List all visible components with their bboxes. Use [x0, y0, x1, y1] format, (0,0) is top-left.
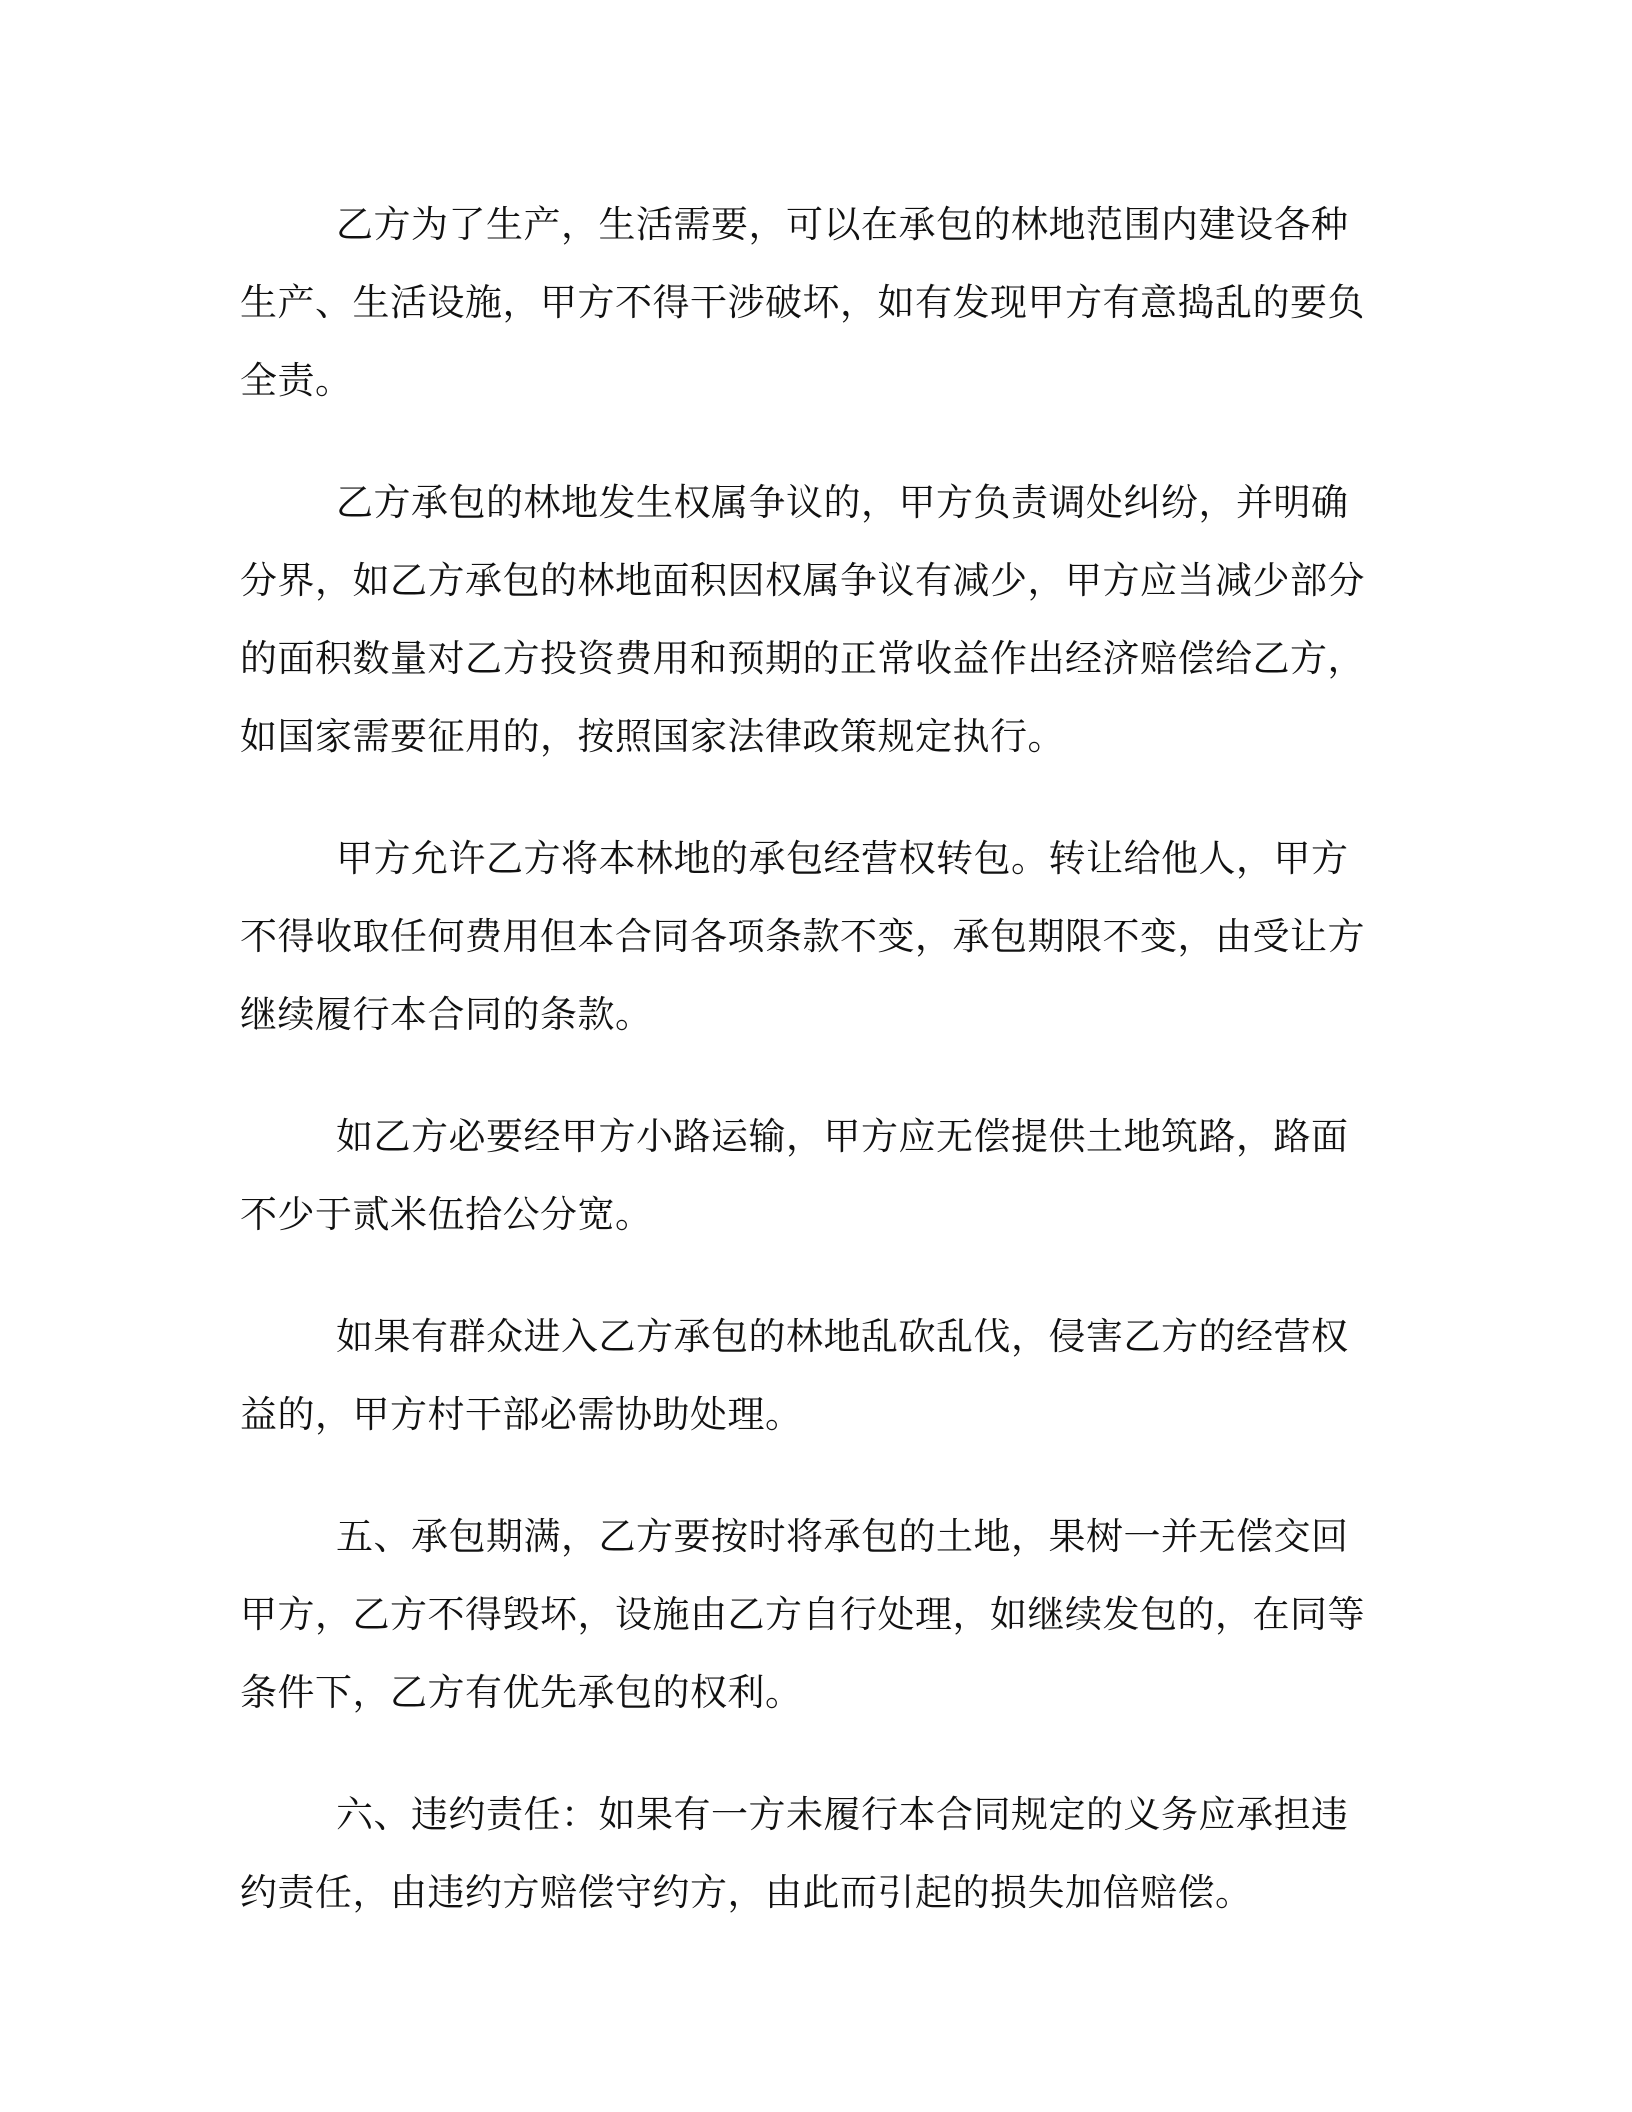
paragraph-construction-rights: 乙方为了生产，生活需要，可以在承包的林地范围内建设各种生产、生活设施，甲方不得干涉破坏，如有发现甲方有意捣乱的要负全责。 — [240, 203, 1365, 402]
paragraph-breach-liability: 六、违约责任：如果有一方未履行本合同规定的义务应承担违约责任，由违约方赔偿守约方，由此而引起的损失加倍赔偿。 — [240, 1793, 1349, 1914]
paragraph-contract-expiry: 五、承包期满，乙方要按时将承包的土地，果树一并无偿交回甲方，乙方不得毁坏，设施由乙方自行处理，如继续发包的，在同等条件下，乙方有优先承包的权利。 — [240, 1515, 1365, 1714]
document-body — [240, 186, 1375, 1976]
paragraph-road-transport: 如乙方必要经甲方小路运输，甲方应无偿提供土地筑路，路面不少于贰米伍拾公分宽。 — [240, 1115, 1349, 1236]
paragraph-illegal-logging: 如果有群众进入乙方承包的林地乱砍乱伐，侵害乙方的经营权益的，甲方村干部必需协助处理。 — [240, 1315, 1349, 1436]
paragraph-subcontract-transfer: 甲方允许乙方将本林地的承包经营权转包。转让给他人，甲方不得收取任何费用但本合同各项条款不变，承包期限不变，由受让方继续履行本合同的条款。 — [240, 837, 1365, 1036]
paragraph-ownership-dispute: 乙方承包的林地发生权属争议的，甲方负责调处纠纷，并明确分界，如乙方承包的林地面积因权属争议有减少，甲方应当减少部分的面积数量对乙方投资费用和预期的正常收益作出经济赔偿给乙方，如国家需要征用的，按照国家法律政策规定执行。 — [240, 481, 1365, 758]
